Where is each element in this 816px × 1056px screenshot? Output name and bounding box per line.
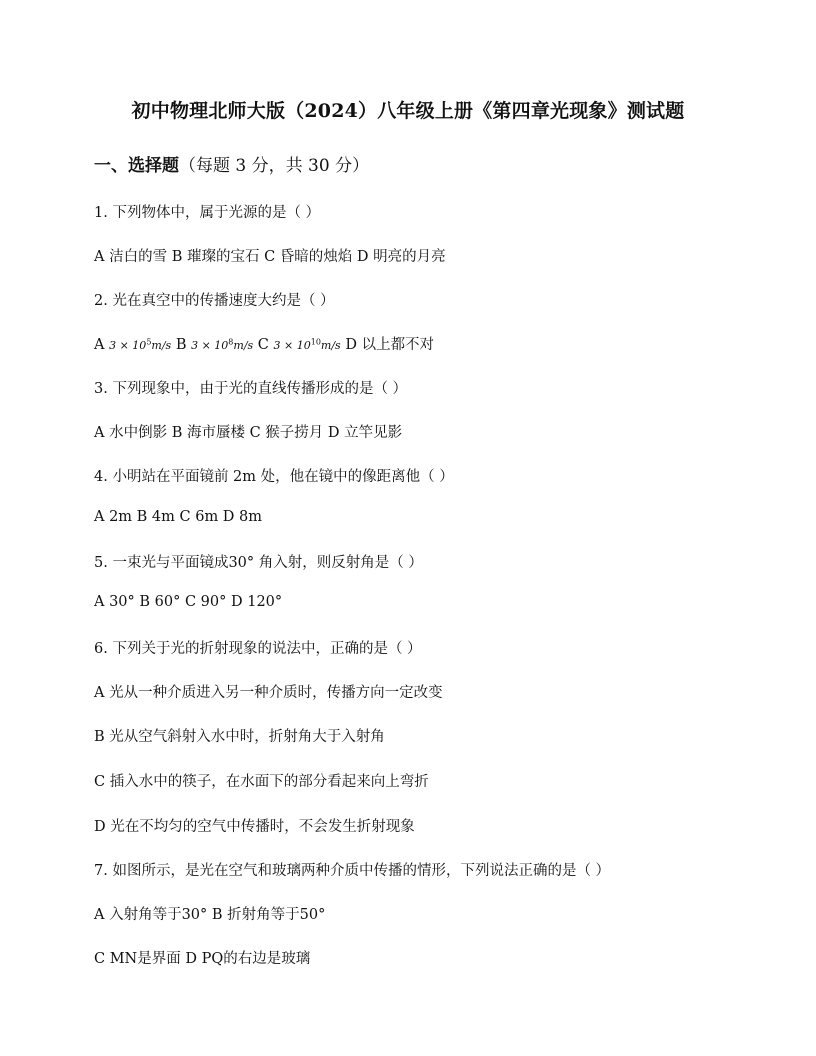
option-b-label: B xyxy=(175,337,187,353)
question-7-options-cd: C MN是界面 D PQ的右边是玻璃 xyxy=(94,951,311,967)
section-heading-label: 一、选择题 xyxy=(94,156,179,176)
question-4-options: A 2m B 4m C 6m D 8m xyxy=(94,509,263,525)
question-6-option-d: D 光在不均匀的空气中传播时，不会发生折射现象 xyxy=(94,819,415,835)
option-d-text: D 以上都不对 xyxy=(345,337,435,353)
question-3-stem: 3. 下列现象中，由于光的直线传播形成的是（ ） xyxy=(94,381,408,397)
question-2-options xyxy=(94,333,434,354)
question-3-options: A 水中倒影 B 海市蜃楼 C 猴子捞月 D 立竿见影 xyxy=(94,425,403,441)
option-c-value: $3 \times 10^{10}m/s$ xyxy=(273,337,341,352)
option-c-label: C xyxy=(257,337,269,353)
question-1-options: A 洁白的雪 B 璀璨的宝石 C 昏暗的烛焰 D 明亮的月亮 xyxy=(94,249,446,265)
question-6-stem: 6. 下列关于光的折射现象的说法中，正确的是（ ） xyxy=(94,641,422,657)
question-6-option-a: A 光从一种介质进入另一种介质时，传播方向一定改变 xyxy=(94,685,443,701)
option-a-value: $3 \times 10^5m/s$ xyxy=(109,337,172,352)
question-4-stem: 4. 小明站在平面镜前 2m 处，他在镜中的像距离他（ ） xyxy=(94,469,454,485)
question-2-stem: 2. 光在真空中的传播速度大约是（ ） xyxy=(94,293,335,309)
option-b-value: $3 \times 10^8m/s$ xyxy=(191,337,254,352)
question-1-stem: 1. 下列物体中，属于光源的是（ ） xyxy=(94,205,321,221)
question-6-option-c: C 插入水中的筷子，在水面下的部分看起来向上弯折 xyxy=(94,774,429,790)
option-a-label: A xyxy=(94,337,105,353)
question-7-stem: 7. 如图所示，是光在空气和玻璃两种介质中传播的情形，下列说法正确的是（ ） xyxy=(94,863,611,879)
question-5-stem: 5. 一束光与平面镜成30° 角入射，则反射角是（ ） xyxy=(94,555,423,571)
section-heading-note: （每题 3 分，共 30 分） xyxy=(179,156,370,176)
question-7-options-ab: A 入射角等于30° B 折射角等于50° xyxy=(94,907,326,923)
question-5-options: A 30° B 60° C 90° D 120° xyxy=(94,594,283,610)
section-heading xyxy=(94,151,369,176)
document-title: 初中物理北师大版（2024）八年级上册《第四章光现象》测试题 xyxy=(131,100,685,122)
question-6-option-b: B 光从空气斜射入水中时，折射角大于入射角 xyxy=(94,729,385,745)
